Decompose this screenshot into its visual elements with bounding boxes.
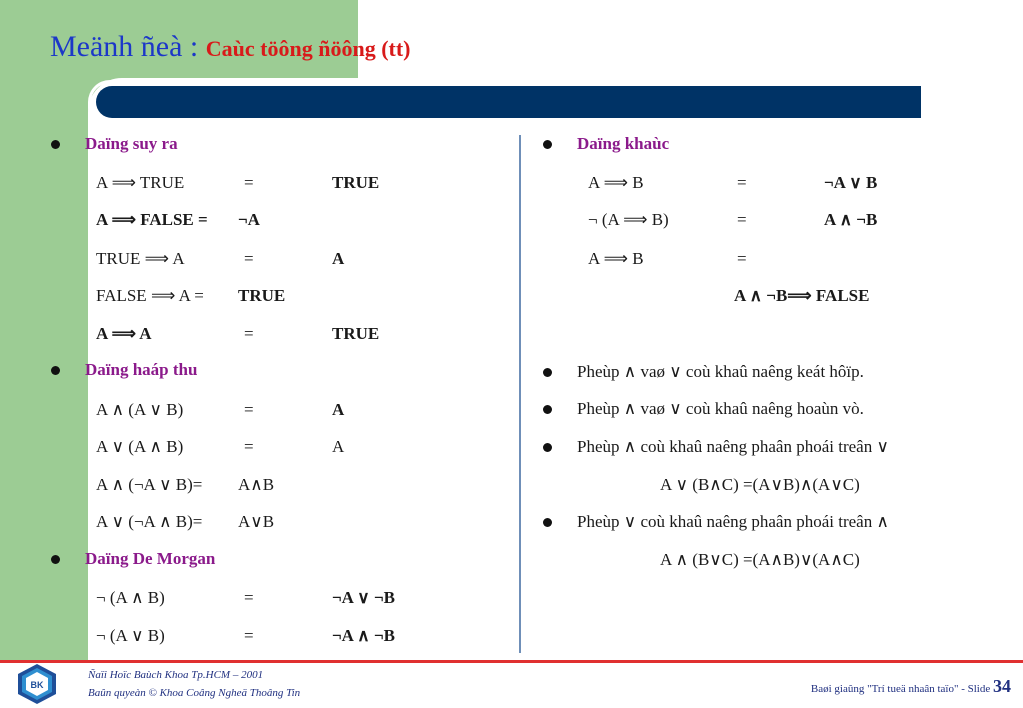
formula-rhs: A ∧ ¬B — [824, 210, 878, 229]
bullet-icon — [51, 366, 60, 375]
bullet-icon — [51, 140, 60, 149]
section-heading: Daïng haáp thu — [85, 360, 198, 379]
university-logo — [14, 662, 60, 706]
formula-eq: = — [244, 626, 254, 645]
formula-eq: = — [244, 588, 254, 607]
footer-copyright: Baûn quyeàn © Khoa Coâng Ngheä Thoâng Tin — [88, 687, 301, 699]
property-text: Pheùp ∨ coù khaû naêng phaân phoái treân ∧ — [577, 512, 889, 531]
footer-divider — [0, 660, 1023, 663]
section-heading: Daïng khaùc — [577, 134, 670, 153]
page-title — [50, 30, 411, 64]
content-card — [88, 78, 1023, 660]
formula-lhs: A ∨ (A ∧ B) — [96, 437, 184, 456]
formula-lhs: TRUE ⟹ A — [96, 249, 185, 268]
logo-text: BK — [30, 680, 44, 690]
formula-rhs: ¬A — [238, 210, 260, 229]
section-heading: Daïng De Morgan — [85, 549, 216, 568]
formula-rhs: A∨B — [238, 512, 275, 531]
formula-lhs — [96, 210, 208, 230]
property-text: Pheùp ∧ vaø ∨ coù khaû naêng hoaùn vò. — [577, 399, 864, 418]
formula-lhs-text: A ⟹ FALSE = — [96, 210, 208, 229]
formula-rhs: TRUE — [332, 173, 380, 192]
bullet-icon — [543, 140, 552, 149]
formula-rhs: TRUE — [238, 286, 286, 305]
property-text: Pheùp ∧ coù khaû naêng phaân phoái treân ∨ — [577, 437, 889, 456]
formula-lhs: A ∨ (¬A ∧ B)= — [96, 512, 203, 531]
formula-lhs: A ⟹ B — [588, 173, 644, 192]
formula-eq: = — [244, 173, 254, 192]
formula-lhs: A ⟹ A — [96, 324, 152, 343]
bullet-icon — [543, 405, 552, 414]
formula-rhs: A∧B — [238, 475, 275, 494]
bullet-icon — [543, 368, 552, 377]
formula-lhs: FALSE ⟹ A = — [96, 286, 204, 305]
bullet-icon — [543, 443, 552, 452]
bullet-icon — [543, 518, 552, 527]
header-bar-ring — [88, 80, 131, 130]
formula-rhs: A — [332, 437, 345, 456]
formula-extra: A ∧ ¬B⟹ FALSE — [734, 286, 870, 305]
formula-eq: = — [244, 400, 254, 419]
formula-rhs: ¬A ∨ B — [824, 173, 878, 192]
formula-lhs: A ∧ (¬A ∨ B)= — [96, 475, 203, 494]
footer-slide-info — [811, 676, 1011, 697]
formula-lhs: A ⟹ TRUE — [96, 173, 185, 192]
formula-lhs: ¬ (A ∧ B) — [96, 588, 165, 607]
property-text: Pheùp ∧ vaø ∨ coù khaû naêng keát hôïp. — [577, 362, 864, 381]
formula-eq: = — [737, 173, 747, 192]
title-subtitle: Caùc töông ñöông (tt) — [205, 36, 411, 61]
formula-rhs: ¬A ∨ ¬B — [332, 588, 395, 607]
formula-eq: = — [244, 437, 254, 456]
footer-university: Ñaïi Hoïc Baùch Khoa Tp.HCM – 2001 — [88, 669, 264, 681]
header-bar — [96, 86, 921, 118]
formula-rhs: TRUE — [332, 324, 380, 343]
formula-rhs: A — [332, 400, 345, 419]
formula-eq: = — [737, 249, 747, 268]
formula-lhs: A ∧ (A ∨ B) — [96, 400, 184, 419]
slide-number: 34 — [993, 676, 1011, 696]
formula-eq: = — [737, 210, 747, 229]
formula-rhs: ¬A ∧ ¬B — [332, 626, 395, 645]
section-heading: Daïng suy ra — [85, 134, 178, 153]
footer-course: Baøi giaûng "Trí tueä nhaân taïo" - Slide — [810, 683, 993, 695]
title-prefix: Meänh ñeà : — [50, 30, 206, 63]
formula-eq: = — [244, 324, 254, 343]
distributive-formula: A ∨ (B∧C) =(A∨B)∧(A∨C) — [660, 475, 860, 494]
bullet-icon — [51, 555, 60, 564]
formula-eq: = — [244, 249, 254, 268]
formula-lhs: ¬ (A ∨ B) — [96, 626, 165, 645]
formula-lhs: ¬ (A ⟹ B) — [588, 210, 669, 229]
column-divider — [519, 135, 521, 653]
formula-lhs: A ⟹ B — [588, 249, 644, 268]
formula-rhs: A — [332, 249, 345, 268]
distributive-formula: A ∧ (B∨C) =(A∧B)∨(A∧C) — [660, 550, 860, 569]
